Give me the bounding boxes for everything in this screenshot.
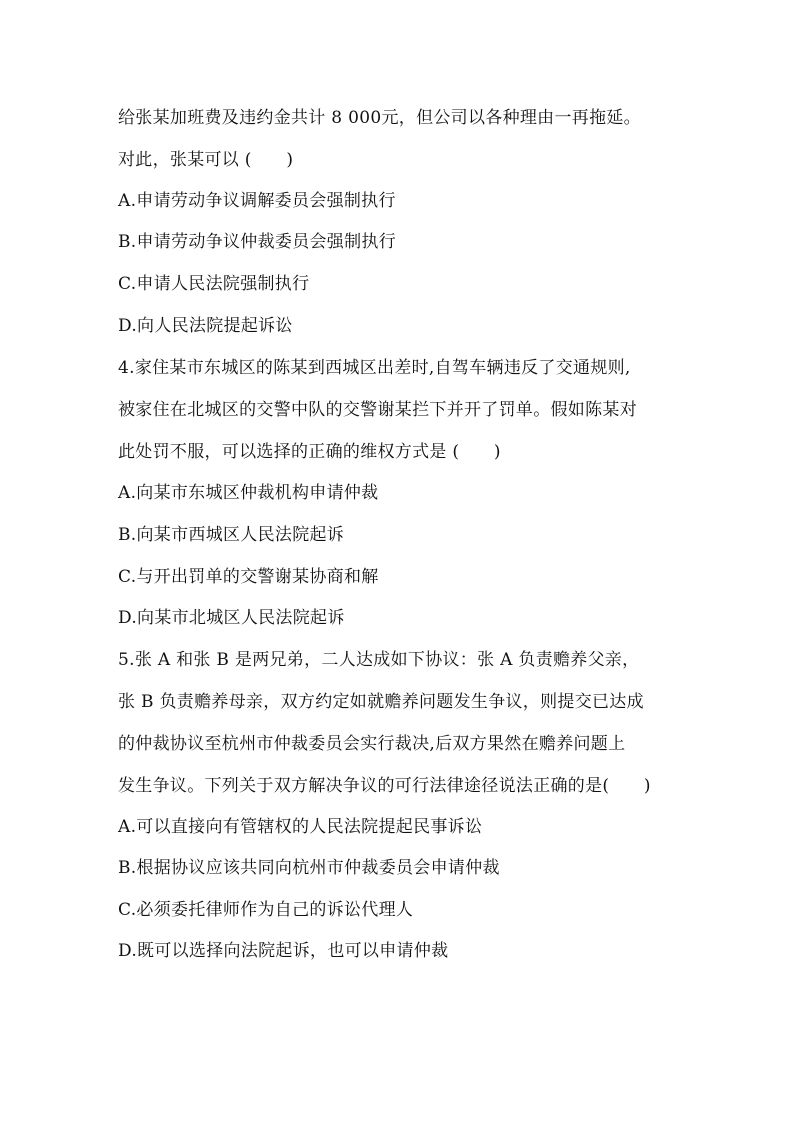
question-4-stem-line-2: 被家住在北城区的交警中队的交警谢某拦下并开了罚单。假如陈某对 (118, 400, 637, 420)
question-3-prompt: 对此，张某可以 ( ) (118, 150, 294, 170)
question-5-stem-line-2: 张 B 负责赡养母亲，双方约定如就赡养问题发生争议，则提交已达成 (118, 692, 644, 712)
question-3-option-a: A.申请劳动争议调解委员会强制执行 (118, 191, 396, 211)
question-5-option-a: A.可以直接向有管辖权的人民法院提起民事诉讼 (118, 817, 483, 837)
question-5-option-d: D.既可以选择向法院起诉，也可以申请仲裁 (118, 941, 449, 961)
question-4-stem-line-3: 此处罚不服，可以选择的正确的维权方式是 ( ) (118, 442, 501, 462)
question-5-stem-line-3: 的仲裁协议至杭州市仲裁委员会实行裁决,后双方果然在赡养问题上 (118, 734, 626, 754)
question-4-option-d: D.向某市北城区人民法院起诉 (118, 608, 345, 628)
question-3-option-d: D.向人民法院提起诉讼 (118, 316, 293, 336)
question-4-option-c: C.与开出罚单的交警谢某协商和解 (118, 567, 379, 587)
question-3-option-c: C.申请人民法院强制执行 (118, 274, 310, 294)
question-3-option-b: B.申请劳动争议仲裁委员会强制执行 (118, 232, 396, 252)
question-5-stem-line-4: 发生争议。下列关于双方解决争议的可行法律途径说法正确的是( ) (118, 776, 651, 796)
question-4-option-b: B.向某市西城区人民法院起诉 (118, 525, 345, 545)
question-4-option-a: A.向某市东城区仲裁机构申请仲裁 (118, 483, 379, 503)
question-5-option-b: B.根据协议应该共同向杭州市仲裁委员会申请仲裁 (118, 858, 500, 878)
question-5-stem-line-1: 5.张 A 和张 B 是两兄弟，二人达成如下协议：张 A 负责赡养父亲， (118, 650, 640, 670)
question-5-option-c: C.必须委托律师作为自己的诉讼代理人 (118, 900, 414, 920)
question-3-stem-continued: 给张某加班费及违约金共计 8 000元，但公司以各种理由一再拖延。 (118, 108, 641, 128)
question-4-stem-line-1: 4.家住某市东城区的陈某到西城区出差时,自驾车辆违反了交通规则, (118, 358, 631, 378)
